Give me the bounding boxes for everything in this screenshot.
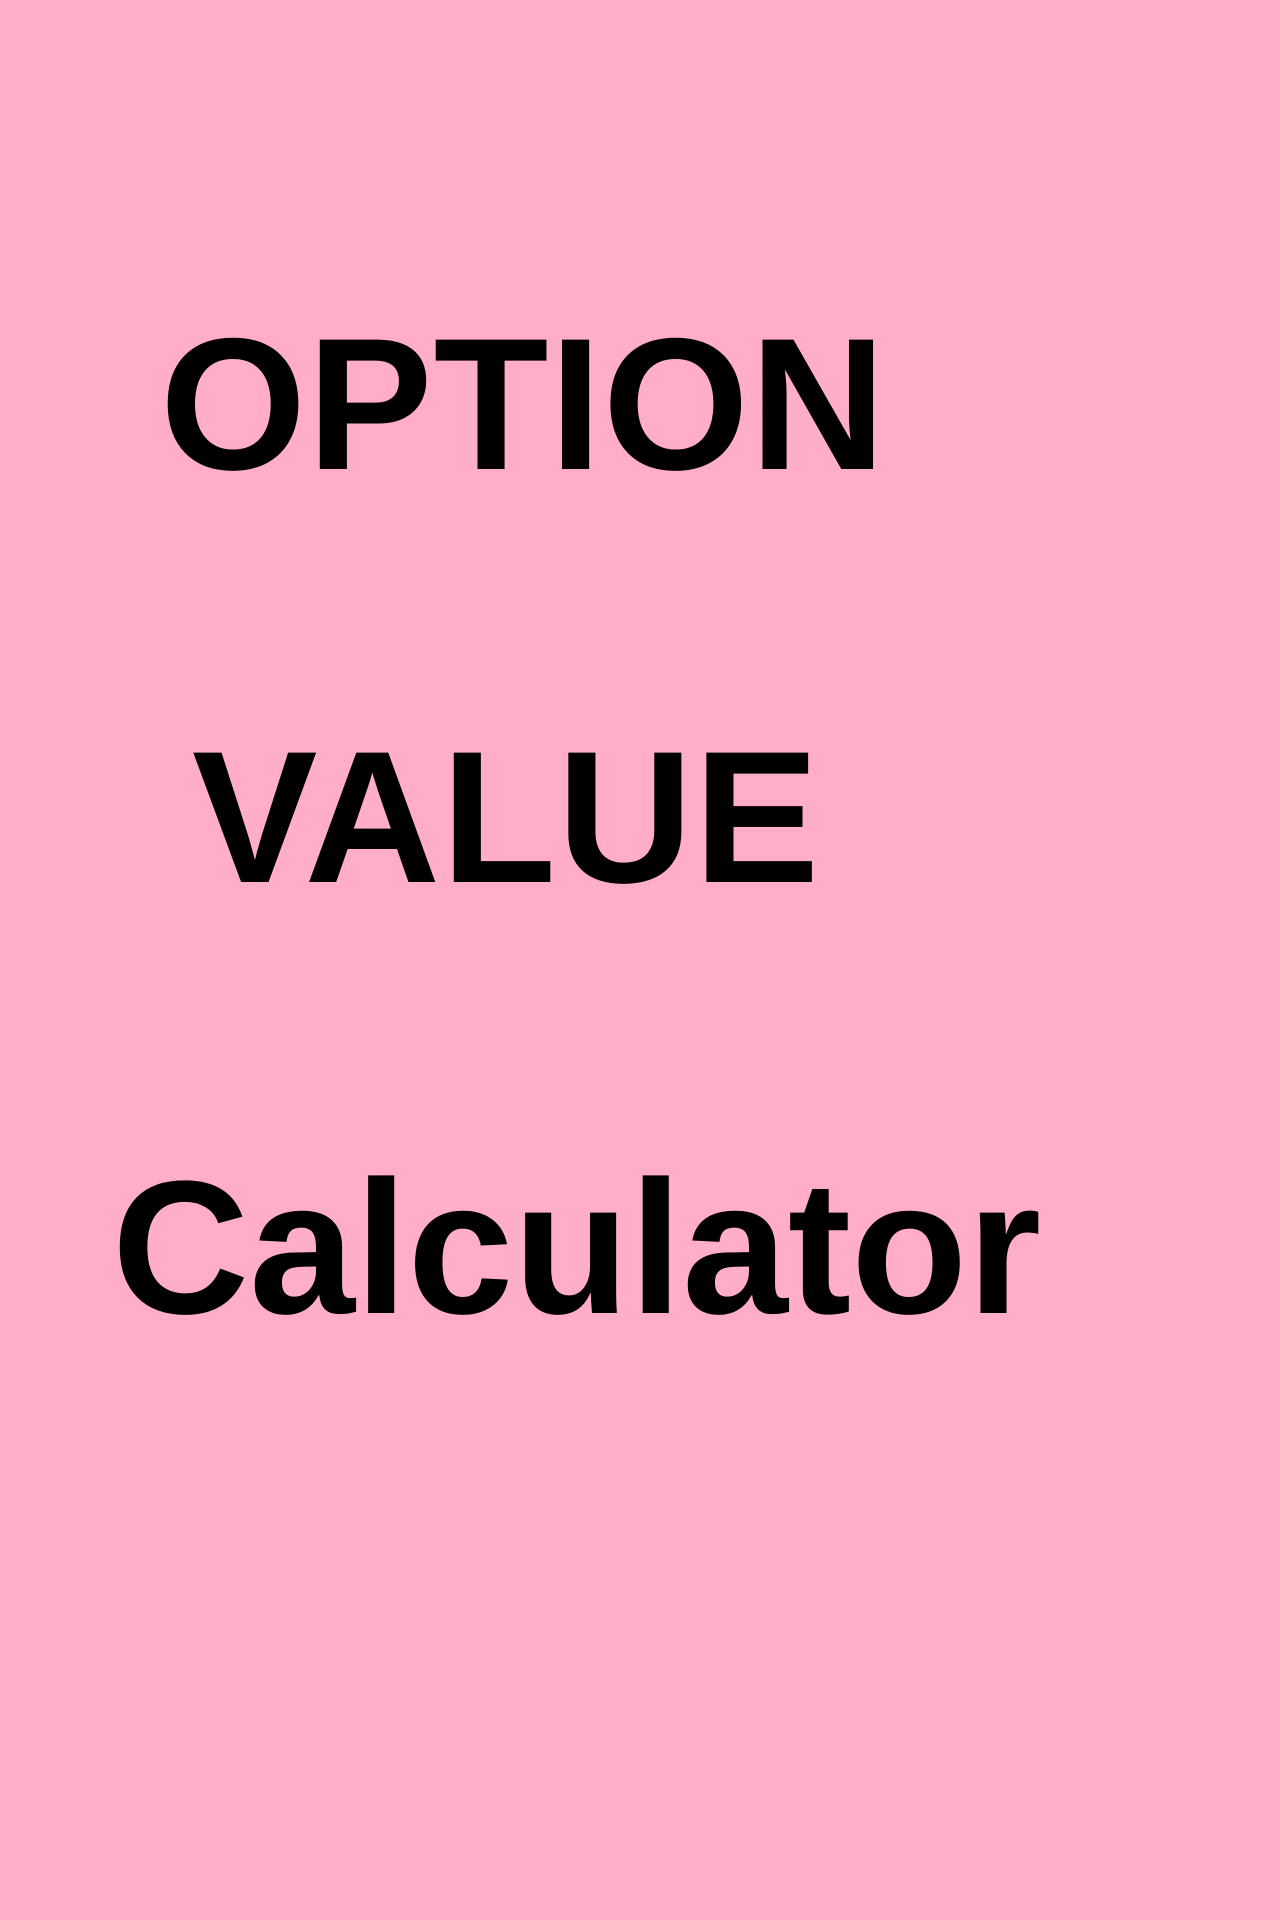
title-line-value: VALUE <box>192 712 821 922</box>
title-line-calculator: Calculator <box>112 1142 1042 1354</box>
title-line-option: OPTION <box>160 299 887 509</box>
